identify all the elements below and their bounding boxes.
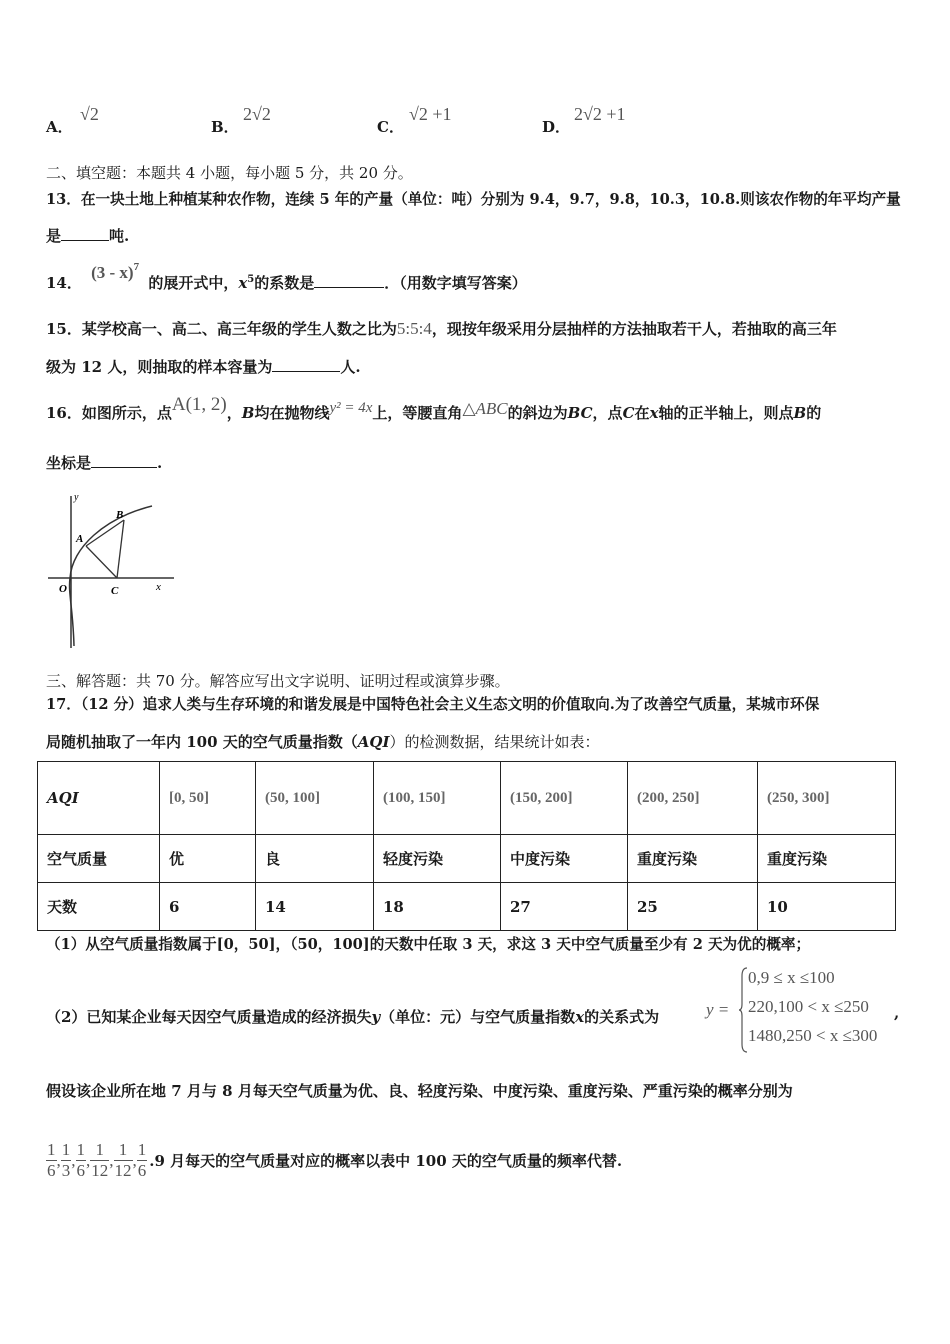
fraction: $\frac{1}{6}$ bbox=[47, 1140, 56, 1180]
table-header-aqi: AQI bbox=[38, 762, 160, 835]
option-c-expr: √2 +1 bbox=[409, 104, 452, 124]
q16-text-b: ， bbox=[226, 404, 242, 422]
label-o: O bbox=[59, 583, 67, 595]
q15-line1 bbox=[46, 318, 837, 339]
q16-text-c: 均在抛物线 bbox=[254, 404, 330, 422]
q16-bc: BC bbox=[567, 404, 593, 422]
table-cell: (100, 150] bbox=[374, 762, 501, 835]
q16-c: C bbox=[622, 404, 635, 422]
label-c: C bbox=[111, 585, 119, 597]
table-cell: (50, 100] bbox=[256, 762, 374, 835]
q14-text-b: 的系数是 bbox=[254, 274, 315, 292]
q17-part2 bbox=[46, 1006, 659, 1027]
q17-part2-text-a: （2）已知某企业每天因空气质量造成的经济损失 bbox=[46, 1008, 372, 1026]
table-row-quality bbox=[38, 835, 896, 883]
q16-line2 bbox=[46, 452, 162, 473]
table-cell: (200, 250] bbox=[628, 762, 758, 835]
table-cell: 10 bbox=[758, 883, 896, 931]
q17-part4: .9 月每天的空气质量对应的概率以表中 100 天的空气质量的频率代替. bbox=[149, 1152, 623, 1170]
q15-answer-blank bbox=[272, 371, 340, 372]
piecewise-case-3: 1480,250 < x ≤300 bbox=[748, 1026, 878, 1045]
q14-text-c: ．（用数字填写答案） bbox=[384, 274, 527, 292]
table-cell: 重度污染 bbox=[628, 835, 758, 883]
option-b-expr: 2√2 bbox=[243, 104, 271, 124]
aqi-table bbox=[37, 761, 896, 931]
q15-text-b: ，现按年级采用分层抽样的方法抽取若干人，若抽取的高三年 bbox=[431, 320, 837, 338]
q16-b: B bbox=[241, 404, 255, 422]
q16-text-a: 16．如图所示，点 bbox=[46, 404, 172, 422]
piecewise-comma: , bbox=[894, 1004, 900, 1022]
table-cell: 中度污染 bbox=[501, 835, 628, 883]
q16-text-e: 的斜边为 bbox=[507, 404, 568, 422]
section3-heading: 三、解答题：共 70 分。解答应写出文字说明、证明过程或演算步骤。 bbox=[46, 672, 510, 690]
q13-text-a: 是 bbox=[46, 227, 62, 245]
segment-ac bbox=[86, 546, 117, 578]
table-cell: 6 bbox=[160, 883, 256, 931]
table-header-days: 天数 bbox=[38, 883, 160, 931]
probability-fractions: $\frac{1}{6}$ , $\frac{1}{3}$ , $\frac{1}{6}$ , $\frac{1}{12}$ , $\frac{1}{12}$ , $\frac{1}{6}$ .9 月每天的空气质量对应的概率以表中 100 天的空气质量的频率代替. bbox=[47, 1140, 623, 1180]
q14-exponent: 7 bbox=[133, 261, 140, 273]
q17-text-b: ）的检测数据，结果统计如表： bbox=[389, 733, 600, 751]
label-x: x bbox=[156, 581, 161, 593]
q16-text-k: . bbox=[157, 454, 163, 472]
q16-answer-blank bbox=[91, 467, 157, 468]
q16-text-i: 的 bbox=[806, 404, 822, 422]
table-cell: (150, 200] bbox=[501, 762, 628, 835]
fraction: $\frac{1}{12}$ bbox=[114, 1140, 132, 1180]
option-a-expr: √2 bbox=[80, 104, 99, 124]
label-b: B bbox=[116, 509, 124, 521]
piecewise-y: y = bbox=[706, 1000, 730, 1019]
table-row-days bbox=[38, 883, 896, 931]
table-cell: 25 bbox=[628, 883, 758, 931]
option-a-label: A． bbox=[46, 118, 73, 136]
table-cell: 优 bbox=[160, 835, 256, 883]
q17-line2 bbox=[46, 731, 600, 752]
parabola-figure bbox=[44, 488, 178, 650]
table-cell: 18 bbox=[374, 883, 501, 931]
q15-text-c: 级为 12 人，则抽取的样本容量为 bbox=[46, 358, 273, 376]
q16-triangle: △ABC bbox=[462, 399, 508, 418]
parabola-curve bbox=[70, 506, 152, 646]
q17-line1: 17．（12 分）追求人类与生存环境的和谐发展是中国特色社会主义生态文明的价值取向.为了改善空气质量，某城市环保 bbox=[46, 696, 820, 713]
q16-text-h: 轴的正半轴上，则点 bbox=[658, 404, 794, 422]
table-cell: 重度污染 bbox=[758, 835, 896, 883]
table-cell: 27 bbox=[501, 883, 628, 931]
option-c-label: C． bbox=[377, 118, 404, 136]
q17-part2-x: x bbox=[575, 1008, 585, 1026]
q17-part2-text-b: （单位：元）与空气质量指数 bbox=[380, 1008, 576, 1026]
option-d-expr: 2√2 +1 bbox=[574, 104, 626, 124]
q15-ratio: 5:5:4 bbox=[396, 319, 432, 338]
table-cell: 轻度污染 bbox=[374, 835, 501, 883]
piecewise-case-2: 220,100 < x ≤250 bbox=[748, 997, 869, 1016]
q16-text-j: 坐标是 bbox=[46, 454, 92, 472]
table-cell: 良 bbox=[256, 835, 374, 883]
option-d-label: D． bbox=[542, 118, 571, 136]
q16-b2: B bbox=[793, 404, 807, 422]
section2-heading: 二、填空题：本题共 4 小题，每小题 5 分，共 20 分。 bbox=[46, 164, 413, 182]
q13-answer-blank bbox=[61, 240, 109, 241]
piecewise-brace bbox=[738, 966, 748, 1054]
piecewise-case-1: 0,9 ≤ x ≤100 bbox=[748, 968, 835, 987]
q17-part3: 假设该企业所在地 7 月与 8 月每天空气质量为优、良、轻度污染、中度污染、重度污染、严重污染的概率分别为 bbox=[46, 1082, 793, 1100]
q14-x-exponent: 5 bbox=[247, 274, 255, 285]
fraction: $\frac{1}{6}$ bbox=[137, 1140, 147, 1180]
q17-part1: （1）从空气质量指数属于[0，50]，（50，100]的天数中任取 3 天，求这 3 天中空气质量至少有 2 天为优的概率； bbox=[46, 936, 811, 953]
q17-part2-text-c: 的关系式为 bbox=[584, 1008, 660, 1026]
segment-ab bbox=[86, 520, 124, 546]
label-a: A bbox=[76, 533, 84, 545]
table-cell: 14 bbox=[256, 883, 374, 931]
fraction: $\frac{1}{3}$ bbox=[61, 1140, 71, 1180]
q14-line bbox=[46, 261, 527, 293]
q13-line1: 13．在一块土地上种植某种农作物，连续 5 年的产量（单位：吨）分别为 9.4，9.7，9.8，10.3，10.8.则该农作物的年平均产量 bbox=[46, 191, 901, 208]
table-header-quality: 空气质量 bbox=[38, 835, 160, 883]
q14-answer-blank bbox=[314, 287, 384, 288]
q16-point-a: A(1, 2) bbox=[171, 394, 227, 415]
q15-text-d: 人. bbox=[340, 358, 361, 376]
q17-text-a: 局随机抽取了一年内 100 天的空气质量指数（ bbox=[46, 733, 358, 751]
q16-line1 bbox=[46, 394, 822, 424]
q15-line2 bbox=[46, 356, 361, 377]
q17-aqi: AQI bbox=[357, 733, 390, 751]
q17-part2-y: y bbox=[371, 1008, 381, 1026]
table-row-aqi bbox=[38, 762, 896, 835]
option-b-label: B． bbox=[211, 118, 239, 136]
q15-text-a: 15．某学校高一、高二、高三年级的学生人数之比为 bbox=[46, 320, 397, 338]
q16-text-g: 在 bbox=[634, 404, 650, 422]
fraction: $\frac{1}{12}$ bbox=[91, 1140, 109, 1180]
q16-text-d: 上，等腰直角 bbox=[372, 404, 463, 422]
label-y: y bbox=[74, 492, 79, 503]
q16-x: x bbox=[649, 404, 659, 422]
q14-x: x bbox=[238, 274, 248, 292]
q13-line2 bbox=[46, 225, 129, 246]
q16-text-f: ，点 bbox=[592, 404, 623, 422]
table-cell: [0, 50] bbox=[160, 762, 256, 835]
q14-expression: (3 - x) bbox=[91, 263, 134, 282]
q14-text-a: 的展开式中， bbox=[148, 274, 239, 292]
fraction: $\frac{1}{6}$ bbox=[76, 1140, 85, 1180]
segment-bc bbox=[117, 520, 124, 578]
q14-number: 14． bbox=[46, 274, 82, 292]
q16-parabola: y² = 4x bbox=[329, 400, 373, 416]
q13-text-b: 吨. bbox=[109, 227, 130, 245]
table-cell: (250, 300] bbox=[758, 762, 896, 835]
